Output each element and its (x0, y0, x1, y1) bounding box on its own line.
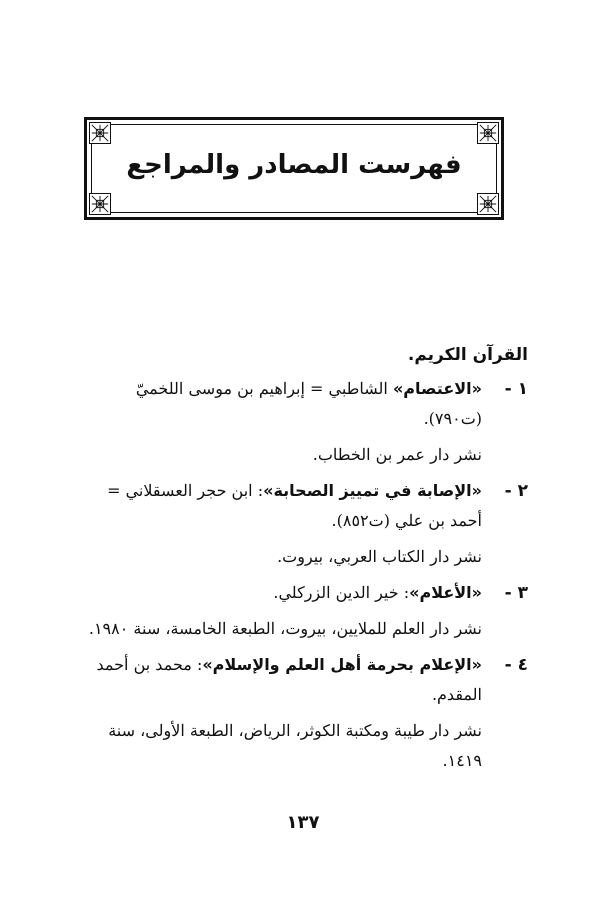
page-title: فهرست المصادر والمراجع (126, 150, 462, 180)
entry-author: : خير الدين الزركلي. (273, 583, 410, 602)
bibliography-entry (76, 476, 528, 536)
entry-author: الشاطبي = إبراهيم بن موسى اللخميّ (ت٧٩٠). (135, 379, 482, 428)
bibliography-entry (76, 650, 528, 710)
entry-citation (76, 476, 482, 536)
entry-title: «الإعلام بحرمة أهل العلم والإسلام» (202, 655, 482, 674)
corner-ornament-icon (89, 122, 111, 144)
entry-author: : ابن حجر العسقلاني = أحمد بن علي (ت٨٥٢). (107, 481, 482, 530)
entry-citation (76, 578, 482, 608)
intro-line: القرآن الكريم. (407, 345, 528, 365)
entry-publisher: نشر دار عمر بن الخطاب. (312, 445, 482, 464)
corner-ornament-icon (89, 193, 111, 215)
bibliography-entry (76, 578, 528, 608)
corner-ornament-icon (477, 193, 499, 215)
entry-publisher: نشر دار العلم للملايين، بيروت، الطبعة الخامسة، سنة ١٩٨٠. (88, 619, 482, 638)
entry-title: «الأعلام» (409, 583, 482, 602)
corner-ornament-icon (477, 122, 499, 144)
entry-citation (76, 374, 482, 434)
entry-publisher: نشر دار الكتاب العربي، بيروت. (277, 547, 482, 566)
bibliography-entry (76, 374, 528, 434)
entry-number: ٣ - (504, 583, 528, 603)
entry-title: «الاعتصام» (392, 379, 482, 398)
entry-publisher: نشر دار طيبة ومكتبة الكوثر، الرياض، الطبعة الأولى، سنة ١٤١٩. (108, 721, 482, 770)
page-number: ١٣٧ (286, 812, 320, 833)
entry-number: ٢ - (504, 481, 528, 501)
entry-author: : محمد بن أحمد المقدم. (96, 655, 482, 704)
title-frame (84, 117, 504, 220)
entry-citation (76, 650, 482, 710)
entry-title: «الإصابة في تمييز الصحابة» (263, 481, 482, 500)
bibliography-list (76, 340, 528, 782)
entry-number: ٤ - (504, 655, 528, 675)
entry-number: ١ - (504, 379, 528, 399)
